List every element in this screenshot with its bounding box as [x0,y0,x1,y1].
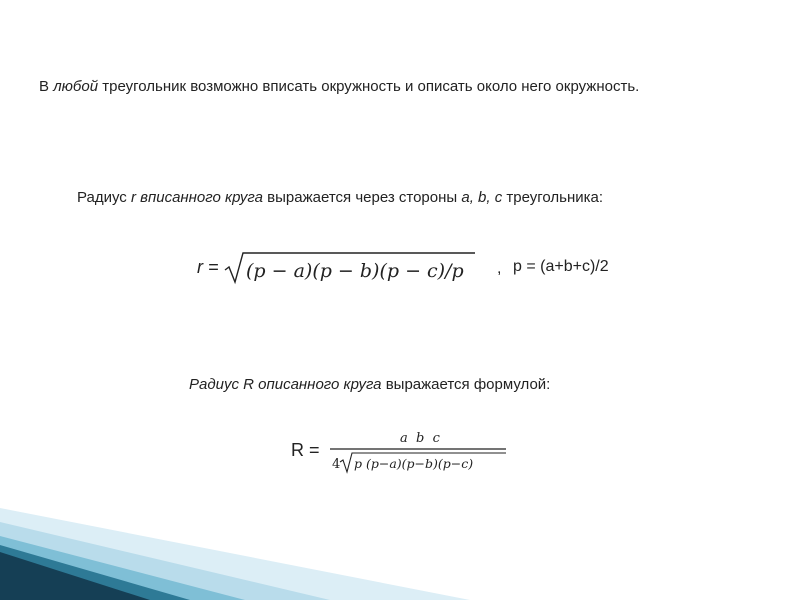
inradius-suffix: треугольника: [502,189,604,206]
inradius-symbol: r [130,189,136,206]
circumradius-formula-lhs: R = [291,440,320,460]
statement-emphasis: любой [53,78,99,95]
inradius-formula-lhs: r = [197,257,219,277]
ribbon-mid-band [0,522,330,600]
inradius-sentence [77,189,603,206]
sqrt-coefficient: 4 [332,457,341,472]
fraction-numerator: a b c [400,431,440,446]
circumradius-radicand: p (p−a)(p−b)(p−c) [354,456,474,471]
inradius-middle: выражается через стороны [263,189,462,206]
statement-suffix: треугольник возможно вписать окружность и описать около него окружность. [98,78,640,95]
circumradius-sentence [189,376,550,393]
statement-line [39,78,639,95]
ribbon-dark-band [0,545,190,600]
ribbon-teal-band [0,536,245,600]
inradius-prefix: Радиус [77,189,131,206]
p-definition: p = (a+b+c)/2 [513,258,609,275]
formula-separator-comma: , [497,260,502,277]
inradius-formula-sqrt [224,248,480,288]
circumradius-emphasis: Радиус R описанного круга [189,376,382,393]
circumradius-fraction [330,426,510,478]
inradius-radicand: (p − a)(p − b)(p − c)/p [246,260,464,282]
statement-prefix: В [39,78,54,95]
ribbon-light-band [0,508,470,600]
ribbon-navy-band [0,552,150,600]
inradius-sides: a, b, c [461,189,503,206]
circumradius-suffix: выражается формулой: [381,376,551,393]
inradius-phrase: вписанного круга [135,189,264,206]
